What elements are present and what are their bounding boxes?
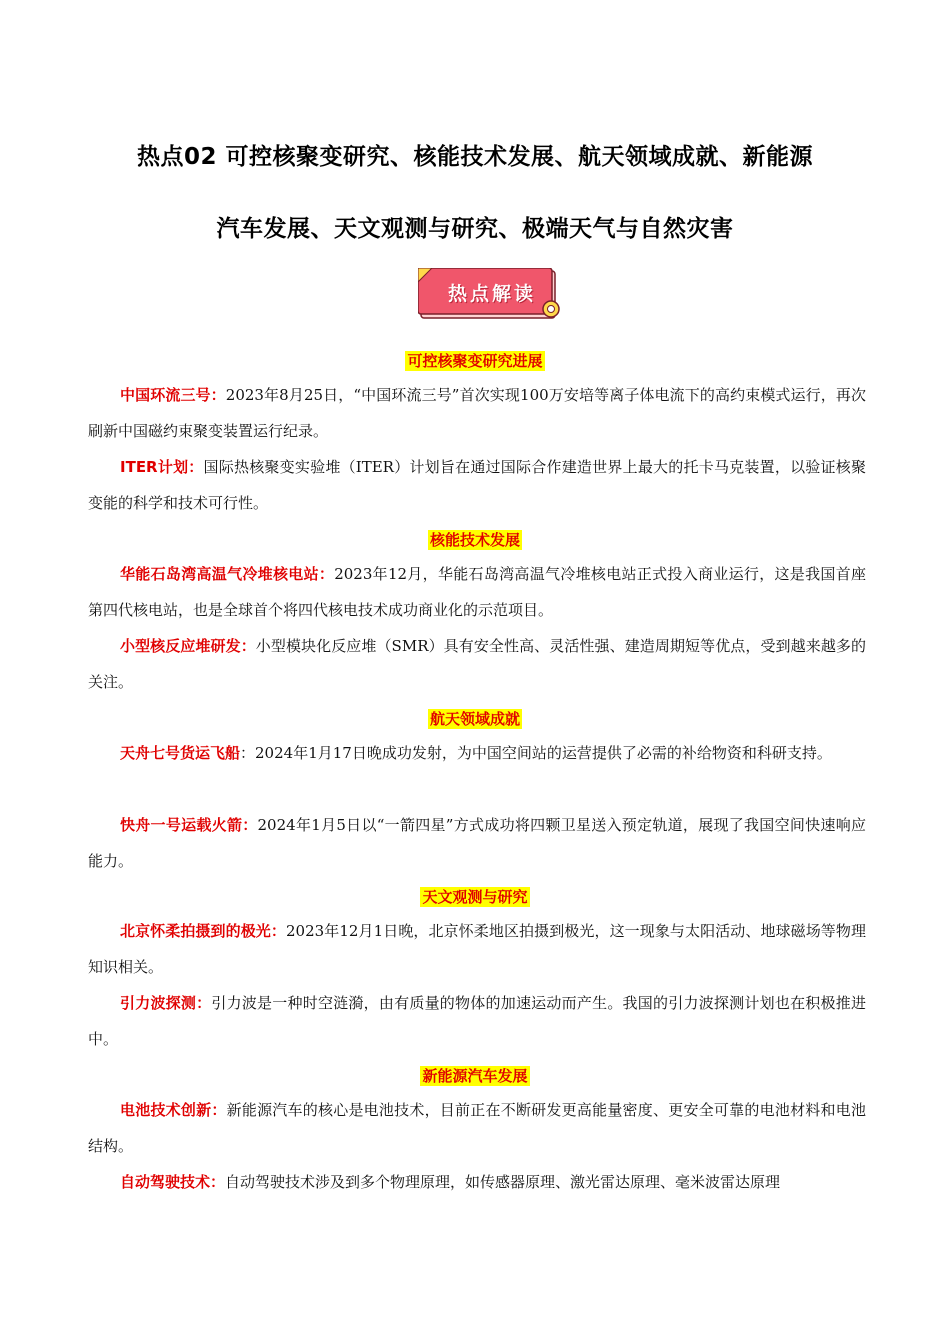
paragraph-keyword: 小型核反应堆研发：: [120, 637, 256, 655]
paragraph-kuaizhou1: [88, 807, 866, 879]
paragraph-keyword: 天舟七号货运飞船: [120, 744, 241, 762]
paragraph-keyword: 电池技术创新：: [120, 1101, 227, 1119]
paragraph-autonomous-driving: [88, 1164, 866, 1200]
section-heading-nev: 新能源汽车发展: [422, 1067, 528, 1085]
paragraph-keyword: 北京怀柔拍摄到的极光：: [120, 922, 286, 940]
paragraph-text: 2024年1月5日以“一箭四星”方式成功将四颗卫星送入预定轨道，展现了我国空间快速响应能力。: [88, 816, 866, 870]
hotspot-badge: [418, 268, 560, 320]
badge-label: 热点解读: [447, 283, 536, 305]
paragraph-text: 2023年8月25日，“中国环流三号”首次实现100万安培等离子体电流下的高约束模式运行，再次刷新中国磁约束聚变装置运行纪录。: [88, 386, 866, 440]
paragraph-text: 自动驾驶技术涉及到多个物理原理，如传感器原理、激光雷达原理、毫米波雷达原理: [225, 1173, 781, 1191]
paragraph-iter: [88, 449, 866, 521]
paragraph-text: 2023年12月，华能石岛湾高温气冷堆核电站正式投入商业运行，这是我国首座第四代核电站，也是全球首个将四代核电技术成功商业化的示范项目。: [88, 565, 866, 619]
paragraph-text: 小型模块化反应堆（SMR）具有安全性高、灵活性强、建造周期短等优点，受到越来越多的关注。: [88, 637, 866, 691]
section-heading-fusion: 可控核聚变研究进展: [407, 352, 543, 370]
paragraph-shidaowan: [88, 556, 866, 628]
paragraph-text: ：2024年1月17日晚成功发射，为中国空间站的运营提供了必需的补给物资和科研支持。: [240, 744, 832, 762]
paragraph-text: 国际热核聚变实验堆（ITER）计划旨在通过国际合作建造世界上最大的托卡马克装置，以验证核聚变能的科学和技术可行性。: [88, 458, 866, 512]
paragraph-keyword: 中国环流三号：: [120, 386, 226, 404]
paragraph-keyword: 华能石岛湾高温气冷堆核电站：: [120, 565, 335, 583]
paragraph-battery: [88, 1092, 866, 1164]
paragraph-china-tokamak: [88, 377, 866, 449]
section-heading-aerospace: 航天领域成就: [429, 710, 520, 728]
paragraph-tianzhou7: [88, 735, 866, 771]
section-heading-astronomy: 天文观测与研究: [422, 888, 528, 906]
paragraph-gravitational-wave: [88, 985, 866, 1057]
section-heading-nuclear: 核能技术发展: [429, 531, 520, 549]
document-title-line-1: 热点02 可控核聚变研究、核能技术发展、航天领域成就、新能源: [136, 144, 813, 170]
paragraph-keyword: ITER计划：: [120, 458, 204, 476]
paragraph-aurora: [88, 913, 866, 985]
paragraph-keyword: 引力波探测：: [120, 994, 212, 1012]
paragraph-smr: [88, 628, 866, 700]
paragraph-text: 2023年12月1日晚，北京怀柔地区拍摄到极光，这一现象与太阳活动、地球磁场等物理知识相关。: [88, 922, 866, 976]
paragraph-text: 引力波是一种时空涟漪，由有质量的物体的加速运动而产生。我国的引力波探测计划也在积极推进中。: [88, 994, 866, 1048]
document-title-line-2: 汽车发展、天文观测与研究、极端天气与自然灾害: [216, 216, 734, 242]
paragraph-text: 新能源汽车的核心是电池技术，目前正在不断研发更高能量密度、更安全可靠的电池材料和电池结构。: [88, 1101, 866, 1155]
paragraph-keyword: 快舟一号运载火箭：: [120, 816, 258, 834]
paragraph-keyword: 自动驾驶技术：: [120, 1173, 226, 1191]
